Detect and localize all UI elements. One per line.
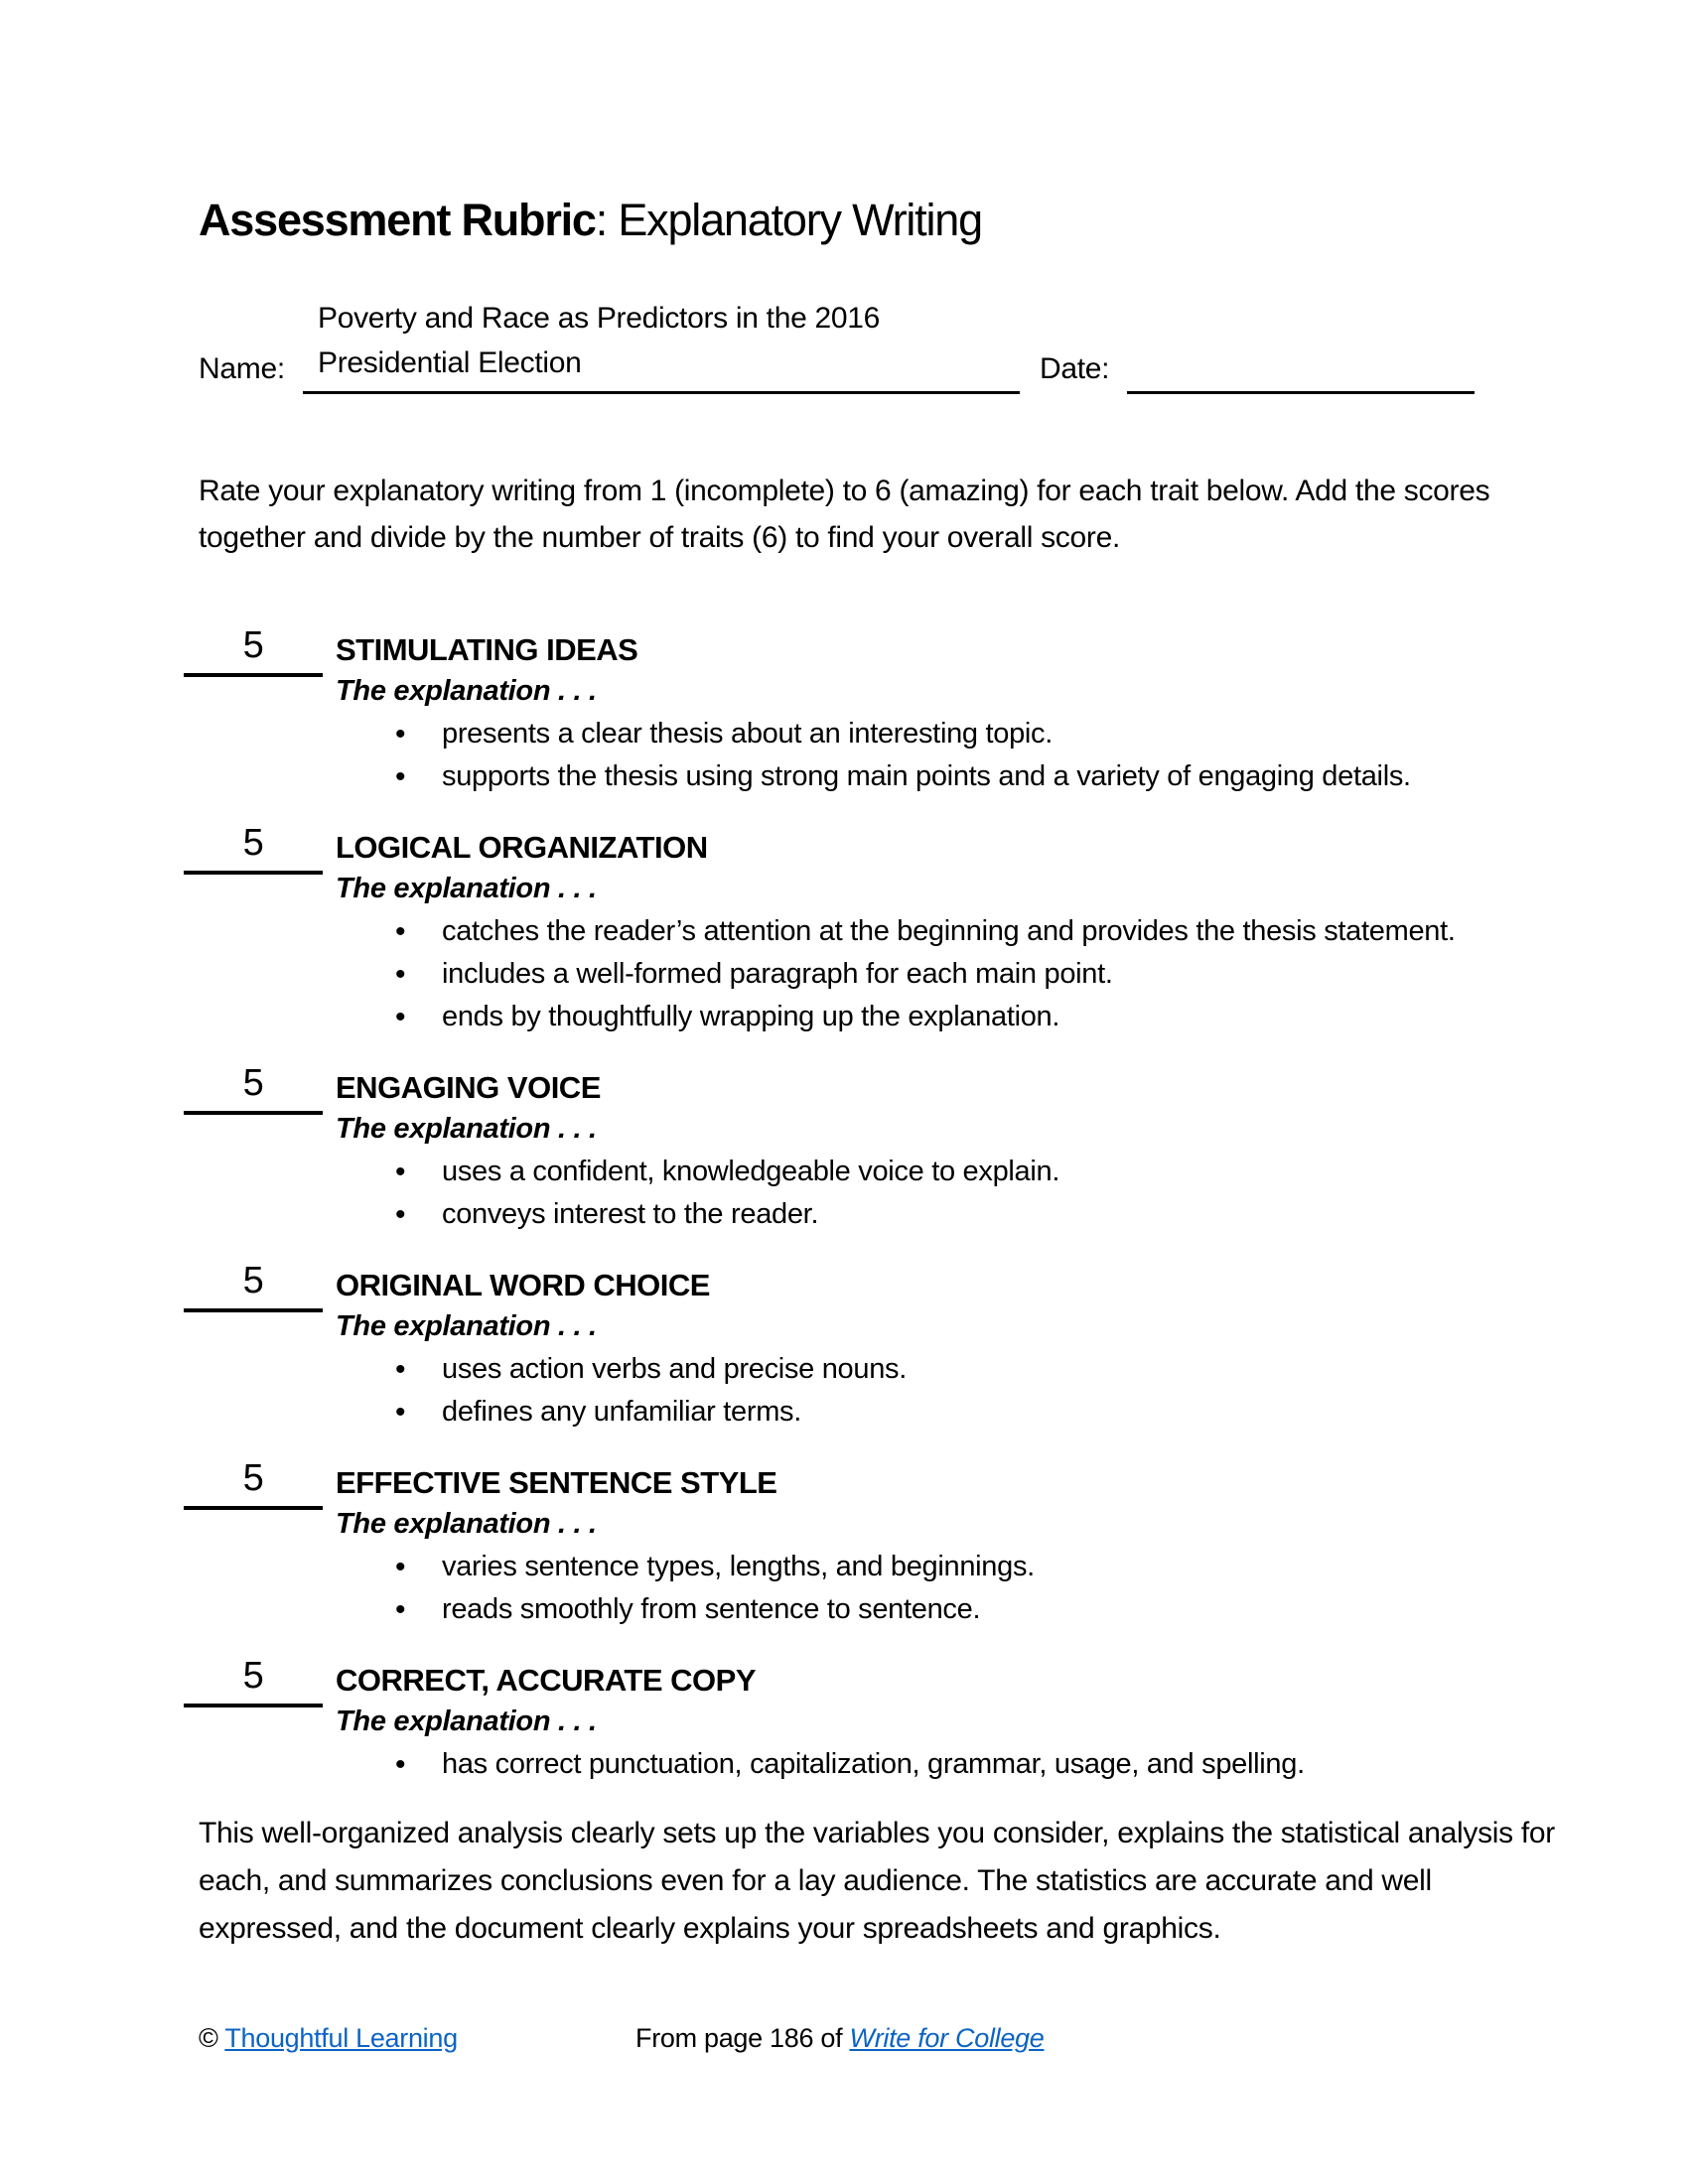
score-value: 5 — [242, 1457, 264, 1499]
section-engaging-voice — [184, 1062, 1579, 1236]
score-value: 5 — [242, 1260, 264, 1301]
criterion: • catches the reader’s attention at the beginning and provides the thesis statement. — [336, 910, 1492, 953]
rubric-sections — [184, 624, 1579, 1786]
trait-heading: STIMULATING IDEAS — [336, 632, 638, 667]
date-field — [1127, 346, 1475, 394]
copyright-symbol: © — [199, 2023, 218, 2053]
section-body — [336, 1457, 1579, 1631]
date-label: Date: — [1040, 352, 1110, 385]
section-body — [336, 1655, 1579, 1786]
trait-heading: ENGAGING VOICE — [336, 1070, 601, 1105]
criterion: • has correct punctuation, capitalization, grammar, usage, and spelling. — [336, 1743, 1492, 1786]
section-correct-accurate-copy — [184, 1655, 1579, 1786]
section-original-word-choice — [184, 1260, 1579, 1433]
instructions-paragraph: Rate your explanatory writing from 1 (incomplete) to 6 (amazing) for each trait below. Add the scores together and divide by the number of traits (6) to find your overall score. — [199, 475, 1490, 554]
explanation-lead: The explanation . . . — [336, 1706, 597, 1737]
footer-copyright-group — [199, 2023, 635, 2054]
trait-heading: ORIGINAL WORD CHOICE — [336, 1268, 710, 1302]
explanation-lead: The explanation . . . — [336, 675, 597, 707]
name-value-line1: Poverty and Race as Predictors in the 2016 — [318, 302, 881, 335]
name-label: Name: — [199, 352, 285, 385]
criterion: • presents a clear thesis about an interesting topic. — [336, 713, 1492, 755]
score-blank — [184, 822, 323, 875]
explanation-lead: The explanation . . . — [336, 1310, 597, 1342]
section-body — [336, 624, 1579, 798]
section-stimulating-ideas — [184, 624, 1579, 798]
score-blank — [184, 1655, 323, 1707]
criterion: • reads smoothly from sentence to sentence. — [336, 1588, 1492, 1631]
criterion: • uses a confident, knowledgeable voice to explain. — [336, 1151, 1492, 1193]
trait-heading: LOGICAL ORGANIZATION — [336, 830, 708, 865]
name-field — [303, 296, 1020, 394]
criterion: • conveys interest to the reader. — [336, 1193, 1492, 1236]
section-effective-sentence-style — [184, 1457, 1579, 1631]
criteria-list — [336, 910, 1579, 1038]
section-logical-organization — [184, 822, 1579, 1038]
explanation-lead: The explanation . . . — [336, 1113, 597, 1145]
explanation-lead: The explanation . . . — [336, 1508, 597, 1540]
criterion: • ends by thoughtfully wrapping up the explanation. — [336, 996, 1492, 1038]
explanation-lead: The explanation . . . — [336, 873, 597, 904]
section-body — [336, 1062, 1579, 1236]
page-title-bold: Assessment Rubric — [199, 195, 596, 245]
criteria-list — [336, 1743, 1579, 1786]
criterion: • includes a well-formed paragraph for each main point. — [336, 953, 1492, 996]
criteria-list — [336, 713, 1579, 798]
trait-heading: CORRECT, ACCURATE COPY — [336, 1663, 757, 1698]
footer-source-group — [635, 2023, 1045, 2054]
criterion: • supports the thesis using strong main points and a variety of engaging details. — [336, 755, 1492, 798]
name-date-row — [199, 296, 1579, 394]
score-blank — [184, 1062, 323, 1115]
publisher-link[interactable]: Thoughtful Learning — [224, 2023, 458, 2053]
score-value: 5 — [242, 822, 264, 864]
criteria-list — [336, 1151, 1579, 1236]
book-link[interactable]: Write for College — [849, 2023, 1045, 2053]
criterion: • varies sentence types, lengths, and beginnings. — [336, 1546, 1492, 1588]
teacher-comment-paragraph: This well-organized analysis clearly sets up the variables you consider, explains the statistical analysis for each, and summarizes conclusions even for a lay audience. The statistics are accurate and well expressed, and the document clearly explains your spreadsheets and graphics. — [199, 1817, 1556, 1945]
section-body — [336, 822, 1579, 1038]
criterion: • defines any unfamiliar terms. — [336, 1391, 1492, 1433]
name-value-line2: Presidential Election — [318, 346, 582, 379]
trait-heading: EFFECTIVE SENTENCE STYLE — [336, 1465, 777, 1500]
score-blank — [184, 624, 323, 677]
score-blank — [184, 1457, 323, 1510]
page-title-regular: : Explanatory Writing — [595, 195, 982, 245]
score-value: 5 — [242, 624, 264, 666]
page-footer — [199, 2023, 1045, 2054]
criteria-list — [336, 1546, 1579, 1631]
page-title — [199, 195, 1579, 246]
score-value: 5 — [242, 1062, 264, 1104]
source-text: From page 186 of — [635, 2023, 843, 2053]
criterion: • uses action verbs and precise nouns. — [336, 1348, 1492, 1391]
score-blank — [184, 1260, 323, 1312]
score-value: 5 — [242, 1655, 264, 1697]
criteria-list — [336, 1348, 1579, 1433]
section-body — [336, 1260, 1579, 1433]
